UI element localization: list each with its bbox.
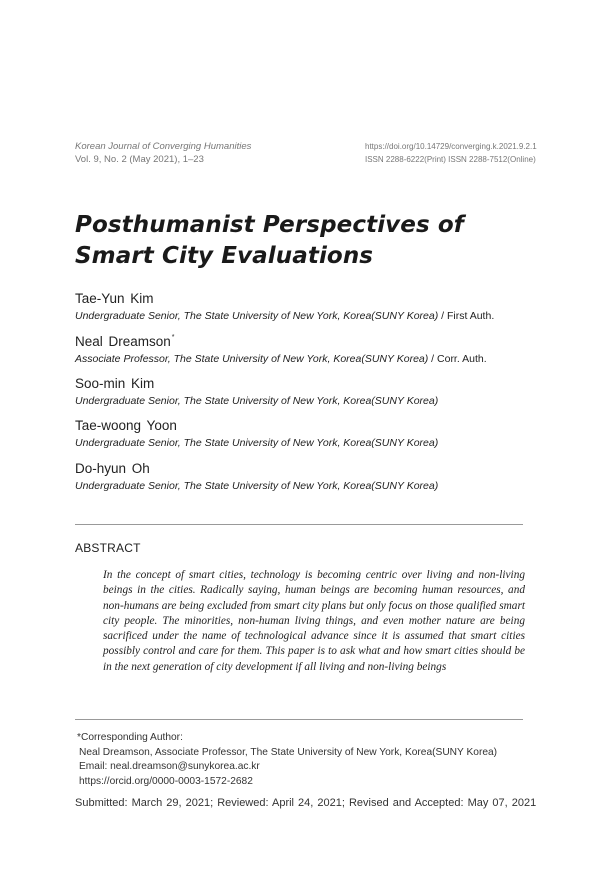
author-block xyxy=(75,286,545,324)
corresponding-affiliation: Neal Dreamson, Associate Professor, The State University of New York, Korea(SUNY Korea) xyxy=(79,746,498,758)
author-role: / First Auth. xyxy=(438,310,495,322)
author-affiliation: Undergraduate Senior, The State University of New York, Korea(SUNY Korea) / First Auth. xyxy=(75,310,495,322)
paper-title: Posthumanist Perspectives of Smart City Evaluations xyxy=(75,212,464,269)
author-name: Do-hyun Oh xyxy=(75,461,150,476)
volume-info: Vol. 9, No. 2 (May 2021), 1–23 xyxy=(75,154,204,165)
author-name: Tae-Yun Kim xyxy=(75,291,154,306)
doi-header xyxy=(365,140,537,166)
submission-dates: Submitted: March 29, 2021; Reviewed: April 24, 2021; Revised and Accepted: May 07, 2021 xyxy=(75,797,537,809)
footnote-divider xyxy=(75,719,523,720)
journal-header xyxy=(75,140,251,166)
corresponding-author-note xyxy=(77,731,497,789)
abstract-text: In the concept of smart cities, technology is becoming centric over living and non-living beings in the cities. Radically saying, human beings are becoming human resources, and non-humans are being excluded from smart city plans but only focus on those qualified smart city people. The minorities, non-human living things, and even mother nature are being sacrificed under the name of technological advance since it is assumed that smart cities possibly control and care for them. This paper is to ask what and how smart cities should be in the next generation of city development if all living and non-living beings xyxy=(103,569,525,673)
author-name: Neal Dreamson* xyxy=(75,334,175,349)
author-name: Soo-min Kim xyxy=(75,376,155,391)
issn-info: ISSN 2288-6222(Print) ISSN 2288-7512(Online) xyxy=(365,155,536,164)
author-affiliation: Undergraduate Senior, The State University of New York, Korea(SUNY Korea) xyxy=(75,480,439,492)
doi-link[interactable]: https://doi.org/10.14729/converging.k.2021.9.2.1 xyxy=(365,142,537,151)
abstract-heading: ABSTRACT xyxy=(75,541,141,555)
journal-name: Korean Journal of Converging Humanities xyxy=(75,141,252,152)
author-affiliation: Undergraduate Senior, The State University of New York, Korea(SUNY Korea) xyxy=(75,395,439,407)
author-affiliation: Undergraduate Senior, The State University of New York, Korea(SUNY Korea) xyxy=(75,437,439,449)
author-block xyxy=(75,371,545,409)
author-affiliation: Associate Professor, The State University of New York, Korea(SUNY Korea) / Corr. Auth. xyxy=(75,353,487,365)
corresponding-label: *Corresponding Author: xyxy=(77,732,183,743)
author-role: / Corr. Auth. xyxy=(428,353,487,365)
corresponding-email[interactable]: Email: neal.dreamson@sunykorea.ac.kr xyxy=(79,761,260,772)
orcid-link[interactable]: https://orcid.org/0000-0003-1572-2682 xyxy=(79,775,253,787)
author-block xyxy=(75,456,545,494)
author-mark: * xyxy=(171,334,175,341)
author-block xyxy=(75,329,545,367)
author-name: Tae-woong Yoon xyxy=(75,418,177,433)
author-block xyxy=(75,413,545,451)
section-divider xyxy=(75,524,523,525)
